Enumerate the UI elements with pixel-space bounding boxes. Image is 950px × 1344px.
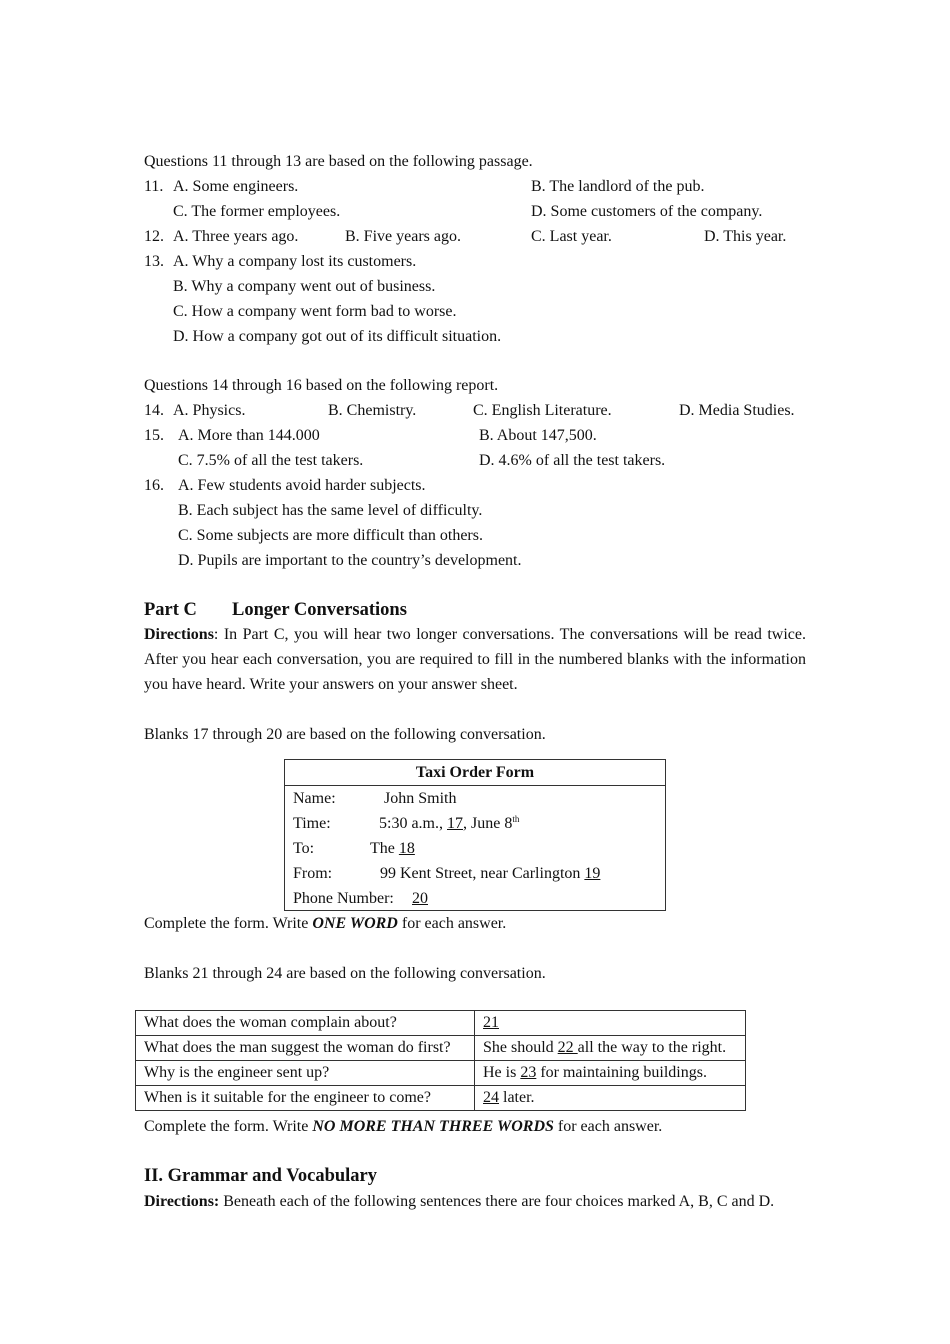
table-answer: 24 later. <box>475 1086 746 1111</box>
phone-value <box>412 889 428 909</box>
to-value: The 18 <box>370 840 415 857</box>
from-label: From: <box>293 865 333 882</box>
table-question: Why is the engineer sent up? <box>136 1061 475 1086</box>
time-value: 5:30 a.m., 17, June 8th <box>379 814 520 832</box>
option-c: C. Last year. <box>531 228 612 245</box>
option-d: D. Some customers of the company. <box>531 203 763 220</box>
option-c: C. Some subjects are more difficult than others. <box>178 527 483 544</box>
option-b: B. Chemistry. <box>328 402 417 419</box>
form1-instruction: Complete the form. Write ONE WORD for each answer. <box>144 915 507 932</box>
directions-label: Directions: <box>144 1193 220 1210</box>
option-c: C. English Literature. <box>473 402 612 419</box>
name-value: John Smith <box>384 790 457 807</box>
blank-22: 22 <box>557 1039 578 1056</box>
form2-instruction: Complete the form. Write NO MORE THAN THREE WORDS for each answer. <box>144 1118 663 1135</box>
section-2-directions <box>144 1192 774 1212</box>
passage-intro-11-13: Questions 11 through 13 are based on the following passage. <box>144 153 533 170</box>
blank-17: 17 <box>447 815 463 832</box>
blank-20: 20 <box>412 890 428 907</box>
table-answer <box>475 1011 746 1036</box>
table-question: When is it suitable for the engineer to come? <box>136 1086 475 1111</box>
blank-19: 19 <box>584 865 601 882</box>
to-label: To: <box>293 840 315 857</box>
directions-label: Directions <box>144 626 214 643</box>
option-d: D. This year. <box>704 228 787 245</box>
option-a: A. Physics. <box>173 402 246 419</box>
option-b: B. Five years ago. <box>345 228 461 245</box>
question-number: 11. <box>144 178 164 195</box>
form-title: Taxi Order Form <box>285 760 665 786</box>
conversation-table <box>135 1010 746 1111</box>
option-c: C. 7.5% of all the test takers. <box>178 452 364 469</box>
table-row <box>136 1036 746 1061</box>
blank-24: 24 <box>483 1089 499 1106</box>
option-a: A. Why a company lost its customers. <box>173 253 417 270</box>
option-b: B. Why a company went out of business. <box>173 278 436 295</box>
passage-intro-14-16: Questions 14 through 16 based on the following report. <box>144 377 499 394</box>
blank-23: 23 <box>520 1064 537 1081</box>
table-question: What does the man suggest the woman do first? <box>136 1036 475 1061</box>
name-label: Name: <box>293 790 336 807</box>
taxi-order-form <box>284 759 666 911</box>
table-row <box>136 1061 746 1086</box>
phone-label: Phone Number: <box>293 890 394 907</box>
table-question: What does the woman complain about? <box>136 1011 475 1036</box>
option-a: A. Three years ago. <box>173 228 299 245</box>
question-number: 14. <box>144 402 164 419</box>
option-d: D. 4.6% of all the test takers. <box>479 452 666 469</box>
option-d: D. Pupils are important to the country’s development. <box>178 552 522 569</box>
option-b: B. About 147,500. <box>479 427 597 444</box>
question-number: 16. <box>144 477 164 494</box>
option-a: A. Some engineers. <box>173 178 299 195</box>
option-a: A. More than 144.000 <box>178 427 320 444</box>
directions-text: Beneath each of the following sentences there are four choices marked A, B, C and D. <box>219 1193 775 1210</box>
option-d: D. How a company got out of its difficult situation. <box>173 328 502 345</box>
table-row <box>136 1011 746 1036</box>
question-number: 15. <box>144 427 164 444</box>
option-c: C. How a company went form bad to worse. <box>173 303 457 320</box>
option-d: D. Media Studies. <box>679 402 795 419</box>
part-c-label: Part C <box>144 600 197 620</box>
question-number: 13. <box>144 253 164 270</box>
option-a: A. Few students avoid harder subjects. <box>178 477 426 494</box>
blank-18: 18 <box>398 840 415 857</box>
option-b: B. The landlord of the pub. <box>531 178 705 195</box>
time-label: Time: <box>293 815 331 832</box>
question-number: 12. <box>144 228 164 245</box>
part-c-directions <box>144 622 806 697</box>
directions-text: : In Part C, you will hear two longer conversations. The conversations will be read twice. After you hear each conversation, you are required to fill in the numbered blanks with the information you have heard. Write your answers on your answer sheet. <box>144 626 806 693</box>
table-answer: She should 22 all the way to the right. <box>475 1036 746 1061</box>
option-c: C. The former employees. <box>173 203 341 220</box>
table-row <box>136 1086 746 1111</box>
table-answer: He is 23 for maintaining buildings. <box>475 1061 746 1086</box>
section-2-title: II. Grammar and Vocabulary <box>144 1166 377 1186</box>
part-c-title: Longer Conversations <box>232 600 407 620</box>
blank-21: 21 <box>483 1014 499 1031</box>
blanks-intro-21-24: Blanks 21 through 24 are based on the following conversation. <box>144 965 546 982</box>
blanks-intro-17-20: Blanks 17 through 20 are based on the following conversation. <box>144 726 546 743</box>
from-value: 99 Kent Street, near Carlington 19 <box>380 865 601 882</box>
option-b: B. Each subject has the same level of difficulty. <box>178 502 483 519</box>
